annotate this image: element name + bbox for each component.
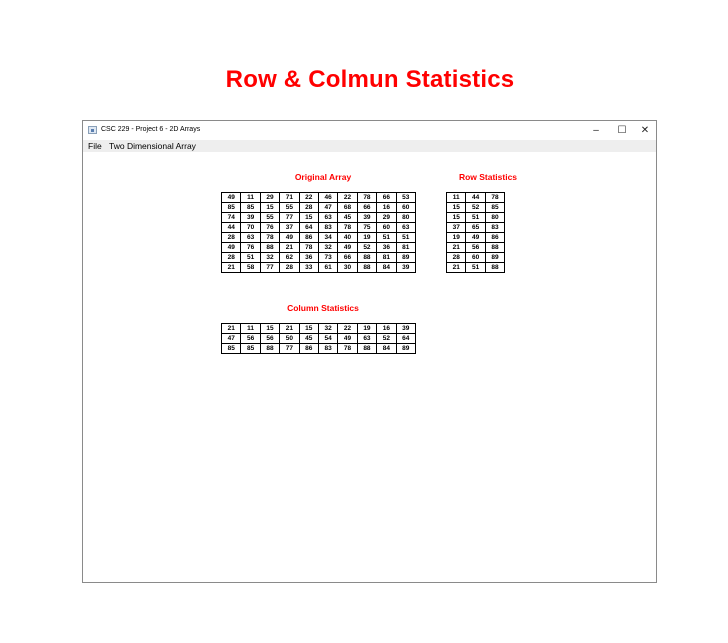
table-cell: 22: [338, 324, 357, 334]
table-cell: 34: [318, 233, 337, 243]
table-cell: 78: [357, 193, 376, 203]
table-cell: 37: [280, 223, 299, 233]
table-cell: 60: [466, 253, 485, 263]
table-cell: 73: [318, 253, 337, 263]
table-cell: 65: [466, 223, 485, 233]
table-cell: 77: [260, 263, 279, 273]
table-cell: 55: [260, 213, 279, 223]
table-cell: 40: [338, 233, 357, 243]
table-cell: 60: [396, 203, 415, 213]
table-cell: 61: [318, 263, 337, 273]
table-cell: 81: [396, 243, 415, 253]
table-cell: 49: [222, 243, 241, 253]
table-cell: 60: [377, 223, 396, 233]
table-cell: 78: [485, 193, 504, 203]
table-row: [222, 263, 416, 273]
table-cell: 71: [280, 193, 299, 203]
table-cell: 81: [377, 253, 396, 263]
window-title: CSC 229 - Project 6 - 2D Arrays: [101, 126, 201, 133]
table-cell: 88: [260, 344, 279, 354]
table-cell: 88: [357, 253, 376, 263]
table-cell: 63: [357, 334, 376, 344]
maximize-button[interactable]: ☐: [617, 125, 627, 136]
table-cell: 78: [338, 223, 357, 233]
table-cell: 39: [396, 263, 415, 273]
table-cell: 51: [241, 253, 260, 263]
table-cell: 66: [377, 193, 396, 203]
table-cell: 85: [485, 203, 504, 213]
table-cell: 86: [485, 233, 504, 243]
table-cell: 39: [396, 324, 415, 334]
table-row: [447, 203, 505, 213]
table-cell: 28: [222, 253, 241, 263]
table-cell: 88: [260, 243, 279, 253]
table-cell: 68: [338, 203, 357, 213]
table-row: [447, 263, 505, 273]
table-cell: 19: [357, 324, 376, 334]
table-cell: 88: [357, 263, 376, 273]
table-row: [222, 203, 416, 213]
table-cell: 76: [241, 243, 260, 253]
table-cell: 37: [447, 223, 466, 233]
original-array-table: [221, 192, 416, 273]
table-cell: 16: [377, 324, 396, 334]
table-cell: 49: [338, 334, 357, 344]
table-cell: 78: [338, 344, 357, 354]
table-row: [222, 324, 416, 334]
table-cell: 88: [485, 243, 504, 253]
content-panel: [83, 152, 656, 582]
table-cell: 56: [241, 334, 260, 344]
table-cell: 36: [299, 253, 318, 263]
table-cell: 29: [260, 193, 279, 203]
table-row: [222, 243, 416, 253]
table-cell: 15: [260, 203, 279, 213]
table-cell: 32: [318, 243, 337, 253]
table-cell: 62: [280, 253, 299, 263]
table-cell: 54: [318, 334, 337, 344]
table-cell: 53: [396, 193, 415, 203]
column-statistics-table: [221, 323, 416, 354]
table-cell: 51: [466, 263, 485, 273]
table-row: [222, 253, 416, 263]
table-cell: 16: [377, 203, 396, 213]
table-cell: 51: [396, 233, 415, 243]
table-cell: 83: [318, 223, 337, 233]
table-cell: 44: [466, 193, 485, 203]
table-row: [222, 344, 416, 354]
table-cell: 22: [299, 193, 318, 203]
table-cell: 56: [466, 243, 485, 253]
table-cell: 77: [280, 213, 299, 223]
table-cell: 29: [377, 213, 396, 223]
close-button[interactable]: ✕: [640, 125, 650, 136]
table-cell: 64: [299, 223, 318, 233]
table-cell: 89: [485, 253, 504, 263]
table-cell: 39: [357, 213, 376, 223]
table-cell: 63: [318, 213, 337, 223]
table-cell: 83: [485, 223, 504, 233]
table-cell: 28: [447, 253, 466, 263]
table-cell: 32: [260, 253, 279, 263]
table-cell: 45: [338, 213, 357, 223]
table-cell: 11: [241, 193, 260, 203]
app-window: [82, 120, 657, 583]
table-cell: 50: [280, 334, 299, 344]
table-cell: 32: [318, 324, 337, 334]
page-heading: Row & Colmun Statistics: [225, 66, 515, 93]
table-cell: 39: [241, 213, 260, 223]
table-cell: 66: [357, 203, 376, 213]
table-cell: 89: [396, 253, 415, 263]
table-cell: 51: [377, 233, 396, 243]
table-cell: 21: [280, 324, 299, 334]
table-cell: 28: [299, 203, 318, 213]
row-statistics-table: [446, 192, 505, 273]
table-cell: 56: [260, 334, 279, 344]
table-row: [222, 223, 416, 233]
table-cell: 21: [222, 263, 241, 273]
menu-two-dimensional-array[interactable]: Two Dimensional Array: [109, 141, 196, 151]
table-cell: 78: [260, 233, 279, 243]
table-cell: 85: [222, 344, 241, 354]
table-cell: 84: [377, 263, 396, 273]
table-cell: 49: [280, 233, 299, 243]
table-cell: 28: [280, 263, 299, 273]
table-cell: 11: [241, 324, 260, 334]
menu-file[interactable]: File: [88, 141, 102, 151]
table-cell: 52: [357, 243, 376, 253]
table-cell: 58: [241, 263, 260, 273]
table-cell: 51: [466, 213, 485, 223]
menu-bar: [83, 140, 656, 152]
table-cell: 52: [466, 203, 485, 213]
table-cell: 22: [338, 193, 357, 203]
table-cell: 86: [299, 344, 318, 354]
table-cell: 19: [447, 233, 466, 243]
table-cell: 44: [222, 223, 241, 233]
table-cell: 15: [447, 213, 466, 223]
table-cell: 85: [241, 344, 260, 354]
table-cell: 75: [357, 223, 376, 233]
title-bar[interactable]: [83, 121, 656, 140]
table-cell: 52: [377, 334, 396, 344]
table-cell: 84: [377, 344, 396, 354]
table-row: [447, 193, 505, 203]
table-cell: 76: [260, 223, 279, 233]
table-cell: 88: [485, 263, 504, 273]
table-cell: 15: [260, 324, 279, 334]
table-cell: 80: [485, 213, 504, 223]
table-cell: 46: [318, 193, 337, 203]
table-cell: 15: [299, 324, 318, 334]
table-cell: 36: [377, 243, 396, 253]
table-cell: 89: [396, 344, 415, 354]
table-cell: 64: [396, 334, 415, 344]
table-cell: 19: [357, 233, 376, 243]
table-cell: 63: [396, 223, 415, 233]
table-cell: 74: [222, 213, 241, 223]
table-cell: 30: [338, 263, 357, 273]
table-cell: 80: [396, 213, 415, 223]
table-cell: 28: [222, 233, 241, 243]
original-array-title: Original Array: [294, 172, 352, 182]
table-cell: 21: [447, 263, 466, 273]
table-cell: 83: [318, 344, 337, 354]
table-cell: 45: [299, 334, 318, 344]
table-cell: 33: [299, 263, 318, 273]
table-cell: 49: [222, 193, 241, 203]
table-cell: 49: [338, 243, 357, 253]
table-row: [447, 223, 505, 233]
table-cell: 15: [299, 213, 318, 223]
table-cell: 47: [318, 203, 337, 213]
row-statistics-title: Row Statistics: [458, 172, 518, 182]
table-cell: 63: [241, 233, 260, 243]
table-cell: 55: [280, 203, 299, 213]
table-row: [222, 233, 416, 243]
table-cell: 21: [222, 324, 241, 334]
table-cell: 21: [447, 243, 466, 253]
table-cell: 85: [241, 203, 260, 213]
java-app-icon: [88, 126, 97, 134]
table-row: [447, 253, 505, 263]
table-row: [222, 193, 416, 203]
minimize-button[interactable]: –: [593, 125, 599, 136]
table-row: [447, 233, 505, 243]
table-cell: 66: [338, 253, 357, 263]
table-cell: 49: [466, 233, 485, 243]
table-cell: 77: [280, 344, 299, 354]
table-cell: 85: [222, 203, 241, 213]
column-statistics-title: Column Statistics: [287, 303, 359, 313]
table-cell: 86: [299, 233, 318, 243]
table-row: [447, 243, 505, 253]
table-cell: 70: [241, 223, 260, 233]
table-row: [222, 334, 416, 344]
table-cell: 15: [447, 203, 466, 213]
table-cell: 11: [447, 193, 466, 203]
table-row: [222, 213, 416, 223]
table-cell: 47: [222, 334, 241, 344]
table-cell: 21: [280, 243, 299, 253]
table-cell: 78: [299, 243, 318, 253]
table-cell: 88: [357, 344, 376, 354]
table-row: [447, 213, 505, 223]
